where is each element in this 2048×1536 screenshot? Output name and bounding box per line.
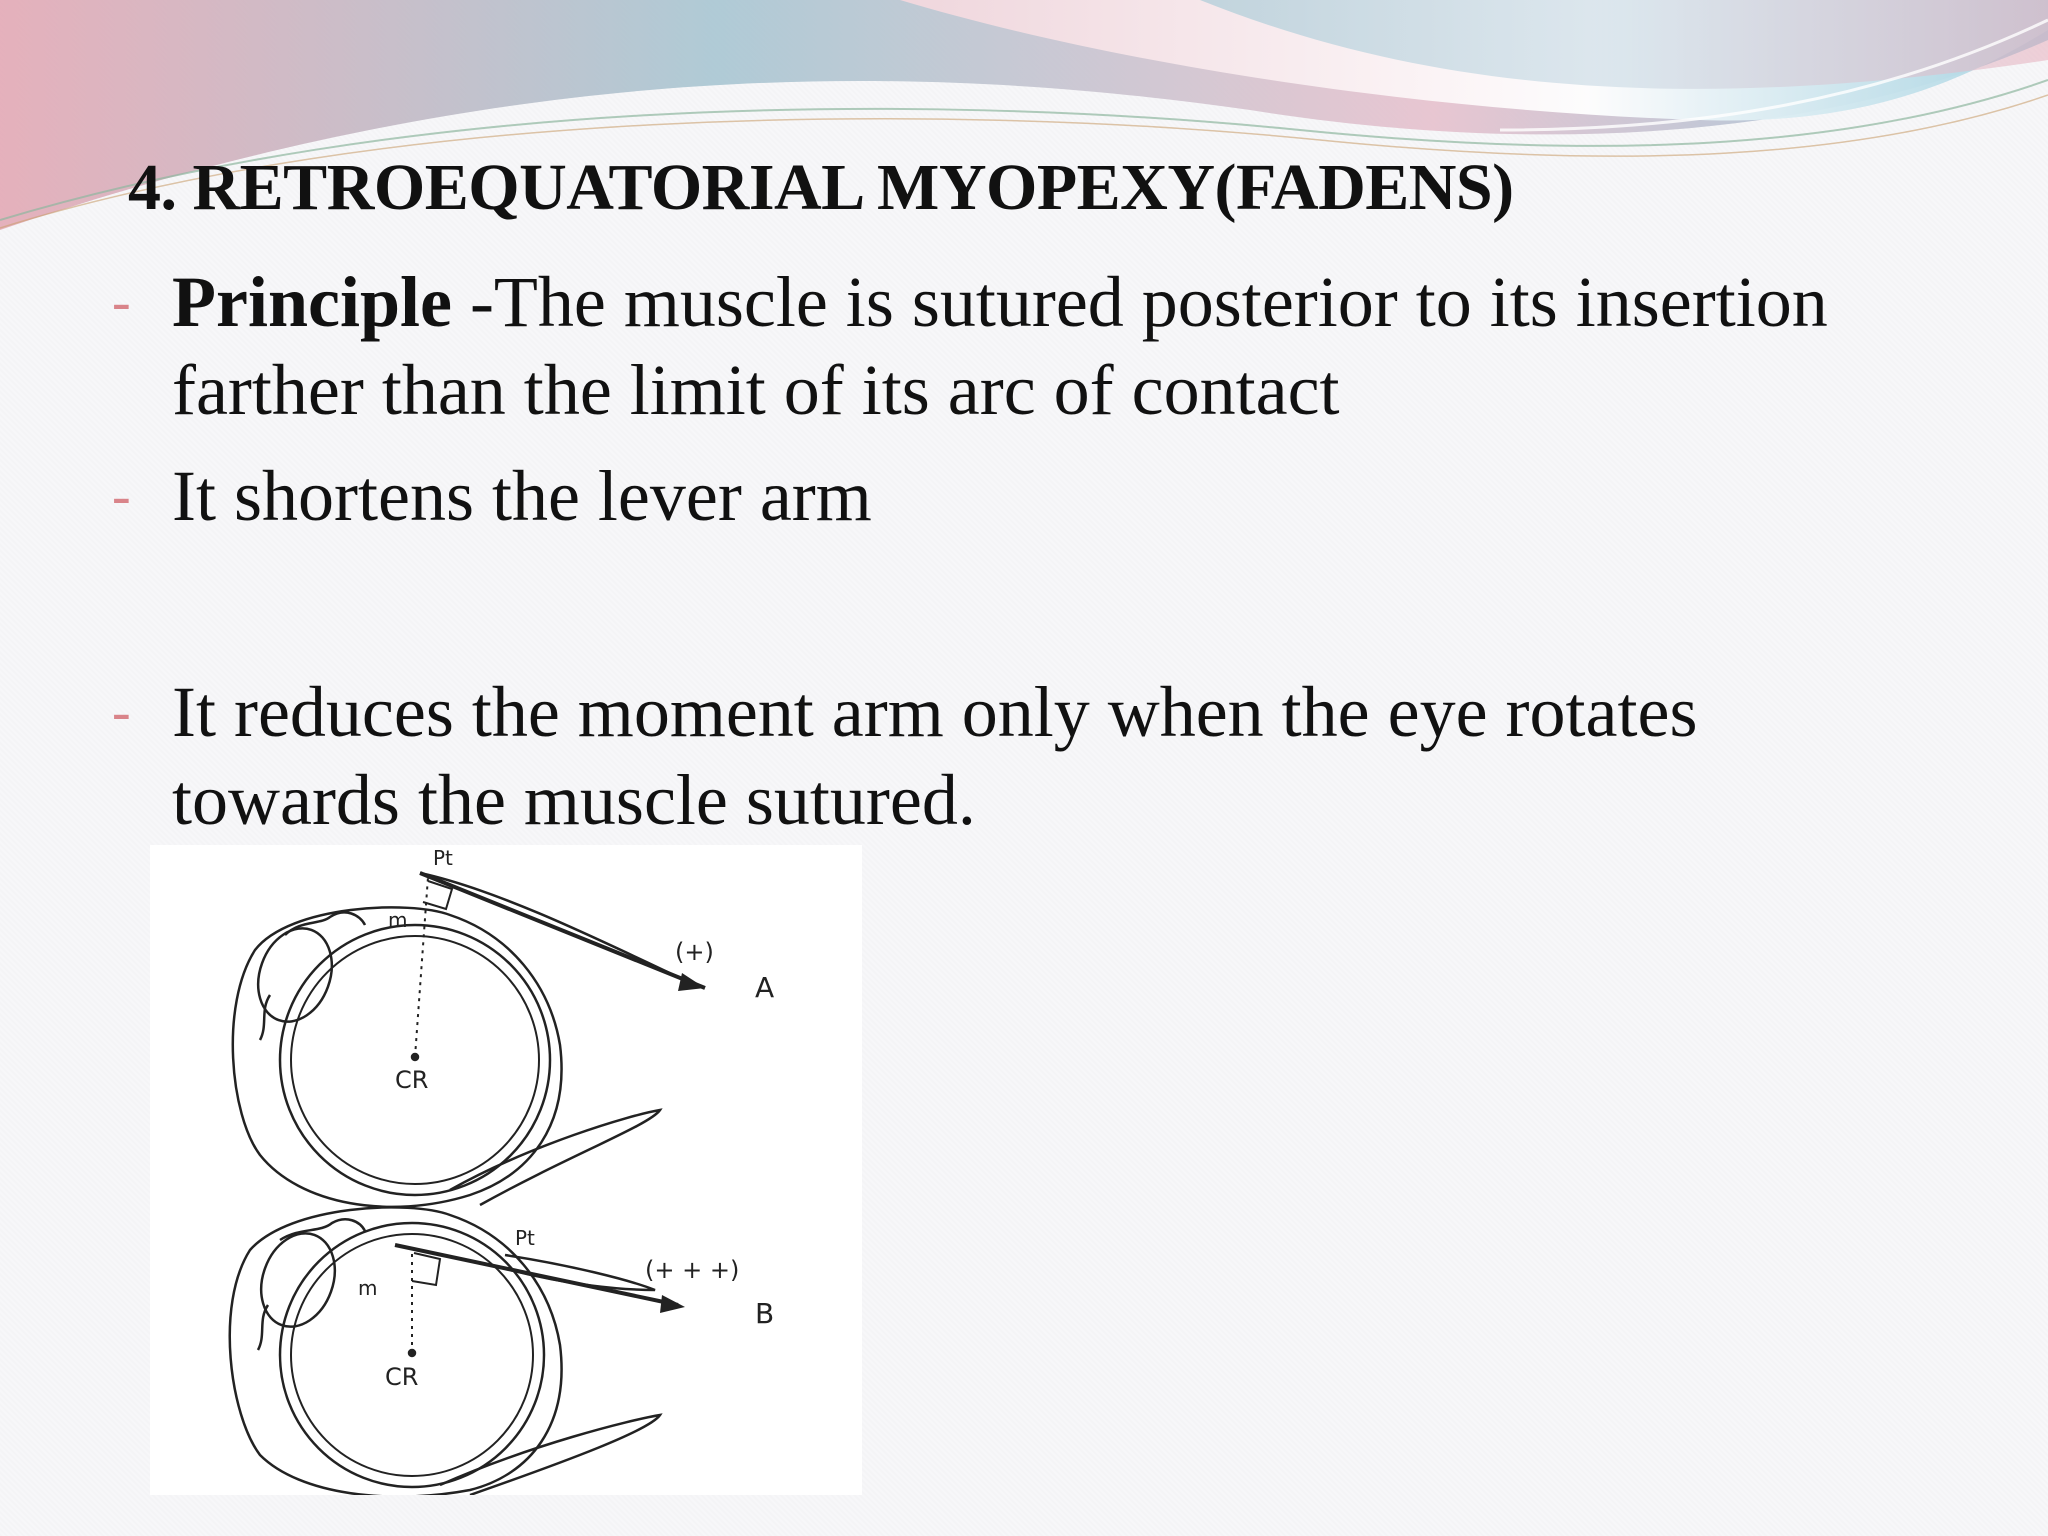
slide-title: 4. RETROEQUATORIAL MYOPEXY(FADENS): [128, 151, 1514, 224]
panel-b-arm-label: m: [358, 1276, 378, 1300]
fadens-diagram-svg: [150, 845, 862, 1495]
bullet-marker: -: [112, 681, 131, 743]
panel-a-center-label: CR: [395, 1066, 429, 1094]
bullet-lever-arm: [112, 452, 1942, 540]
panel-a-label: A: [755, 971, 775, 1004]
fadens-diagram: [150, 845, 862, 1495]
bullet-marker: -: [112, 465, 131, 527]
bullet-lead: Principle: [172, 262, 452, 342]
panel-b-label: B: [755, 1297, 775, 1330]
panel-a-point-label: Pt: [433, 846, 453, 870]
bullet-principle: [112, 258, 1942, 434]
panel-a: [233, 873, 705, 1207]
panel-a-force-label: (+): [675, 938, 714, 966]
bullet-body: It reduces the moment arm only when the eye rotates towards the muscle sutured.: [172, 672, 1698, 840]
panel-b-center-label: CR: [385, 1363, 419, 1391]
panel-b-force-label: (+ + +): [645, 1256, 740, 1284]
bullet-body: -The muscle is sutured posterior to its insertion farther than the limit of its arc of contact: [172, 262, 1828, 430]
panel-b-point-label: Pt: [515, 1226, 535, 1250]
bullet-marker: -: [112, 271, 131, 333]
bullet-body: It shortens the lever arm: [172, 456, 872, 536]
panel-a-arm-label: m: [388, 908, 408, 932]
bullet-moment-arm: [112, 668, 1942, 844]
bullet-text: [172, 258, 1942, 434]
panel-b: [230, 1207, 685, 1495]
